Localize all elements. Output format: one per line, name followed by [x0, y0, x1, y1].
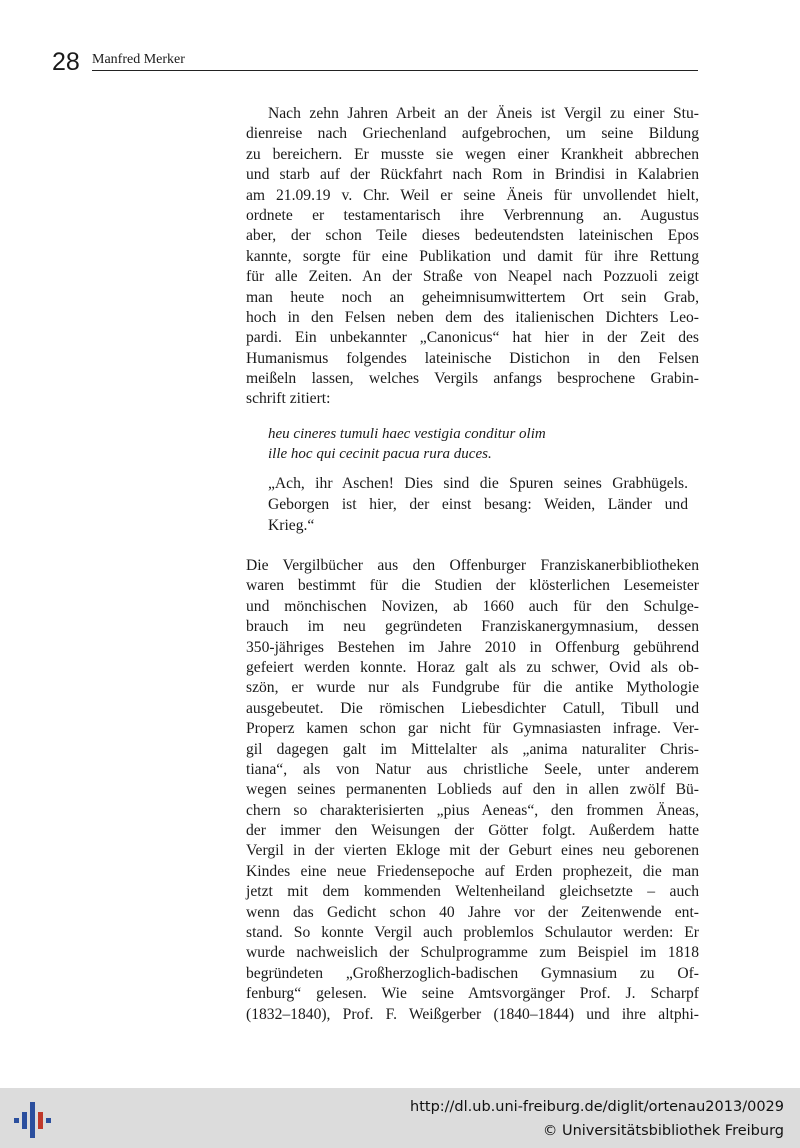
trans-line: „Ach, ihr Aschen! Dies sind die Spuren seines Grabhügels. [268, 475, 688, 492]
p2-line: stand. So konnte Vergil auch problemlos Schulautor werden: Er [246, 924, 699, 942]
p1-line: für alle Zeiten. An der Straße von Neapel nach Pozzuoli zeigt [246, 268, 699, 286]
p1-line: meißeln lassen, welches Vergils anfangs besprochene Grabin- [246, 370, 699, 388]
p1-line: ordnete er testamentarisch ihre Verbrennung an. Augustus [246, 206, 699, 224]
p2-line: brauch im neu gegründeten Franziskanergymnasium, dessen [246, 618, 699, 636]
paragraph-2 [246, 556, 699, 1025]
p2-line: (1832–1840), Prof. F. Weißgerber (1840–1844) und ihre altphi- [246, 1005, 699, 1023]
p1-line: Nach zehn Jahren Arbeit an der Äneis ist Vergil zu einer Stu- [268, 105, 699, 122]
p2-line: gefeiert werden konnte. Horaz galt als zu schwer, Ovid als ob- [246, 658, 699, 676]
p1-line: man heute noch an geheimnisumwittertem Ort sein Grab, [246, 288, 699, 306]
p2-line: 350-jähriges Bestehen im Jahre 2010 in Offenburg gebührend [246, 638, 699, 656]
footer-url[interactable]: http://dl.ub.uni-freiburg.de/diglit/ortenau2013/0029 [410, 1099, 784, 1115]
p1-line: und starb auf der Rückfahrt nach Rom in Brindisi in Kalabrien [246, 166, 699, 184]
paragraph-1 [246, 104, 699, 410]
p1-line: dienreise nach Griechenland aufgebrochen, um seine Bildung [246, 125, 699, 143]
p1-line: zu bereichern. Er musste sie wegen einer Krankheit abbrechen [246, 145, 699, 163]
footer-bar [0, 1088, 800, 1148]
p2-line: Properz kamen schon gar nicht für Gymnasiasten infrage. Ver- [246, 720, 699, 738]
p2-line: wegen seines permanenten Loblieds auf den in allen zwölf Bü- [246, 781, 699, 799]
page-number: 28 [52, 48, 80, 76]
p1-line: pardi. Ein unbekannter „Canonicus“ hat hier in der Zeit des [246, 329, 699, 347]
footer-copyright: © Universitätsbibliothek Freiburg [542, 1123, 784, 1139]
p1-line: hoch in den Felsen neben dem des italienischen Dichters Leo- [246, 308, 699, 326]
p1-line: am 21.09.19 v. Chr. Weil er seine Äneis für unvollendet hielt, [246, 186, 699, 204]
p2-line: Vergil in der vierten Ekloge mit der Geburt eines neu geborenen [246, 842, 699, 860]
header-rule [92, 70, 698, 71]
trans-line: Geborgen ist hier, der einst besang: Weiden, Länder und [268, 495, 688, 513]
p1-line: schrift zitiert: [246, 390, 331, 408]
p1-line: aber, der schon Teile dieses bedeutendsten lateinischen Epos [246, 227, 699, 245]
trans-line: Krieg.“ [268, 516, 315, 534]
p2-line: chern so charakterisierten „pius Aeneas“, den frommen Äneas, [246, 801, 699, 819]
latin-line: ille hoc qui cecinit pacua rura duces. [268, 446, 492, 463]
latin-line: heu cineres tumuli haec vestigia conditur olim [268, 426, 546, 442]
p2-line: szön, er wurde nur als Fundgrube für die antike Mythologie [246, 679, 699, 697]
p1-line: kannte, sorgte für eine Publikation und damit für ihre Rettung [246, 247, 699, 265]
p2-line: begründeten „Großherzoglich-badischen Gymnasium zu Of- [246, 964, 699, 982]
p2-line: und mönchischen Novizen, ab 1660 auch für den Schulge- [246, 597, 699, 615]
p2-line: fenburg“ gelesen. Wie seine Amtsvorgänger Prof. J. Scharpf [246, 985, 699, 1003]
p2-line: der immer den Weisungen der Götter folgt. Außerdem hatte [246, 822, 699, 840]
translation-quote [268, 474, 688, 536]
p2-line: ausgebeutet. Die römischen Liebesdichter Catull, Tibull und [246, 699, 699, 717]
running-head: Manfred Merker [92, 52, 185, 67]
p2-line: Kindes eine neue Friedensepoche auf Erden prophezeit, die man [246, 862, 699, 880]
p2-line: wenn das Gedicht schon 40 Jahre vor der Zeitenwende ent- [246, 903, 699, 921]
latin-quote [268, 424, 688, 465]
p2-line: jetzt mit dem kommenden Weltenheiland gleichsetzte – auch [246, 883, 699, 901]
ub-freiburg-logo-icon [12, 1098, 54, 1140]
p2-line: gil dagegen galt im Mittelalter als „anima naturaliter Chris- [246, 740, 699, 758]
p2-line: waren bestimmt für die Studien der klösterlichen Lesemeister [246, 577, 699, 595]
p1-line: Humanismus folgendes lateinische Distichon in den Felsen [246, 349, 699, 367]
p2-line: wurde nachweislich der Schulprogramme zum Beispiel im 1818 [246, 944, 699, 962]
p2-line: Die Vergilbücher aus den Offenburger Franziskanerbibliotheken [246, 557, 699, 574]
p2-line: tiana“, als von Natur aus christliche Seele, unter anderem [246, 760, 699, 778]
